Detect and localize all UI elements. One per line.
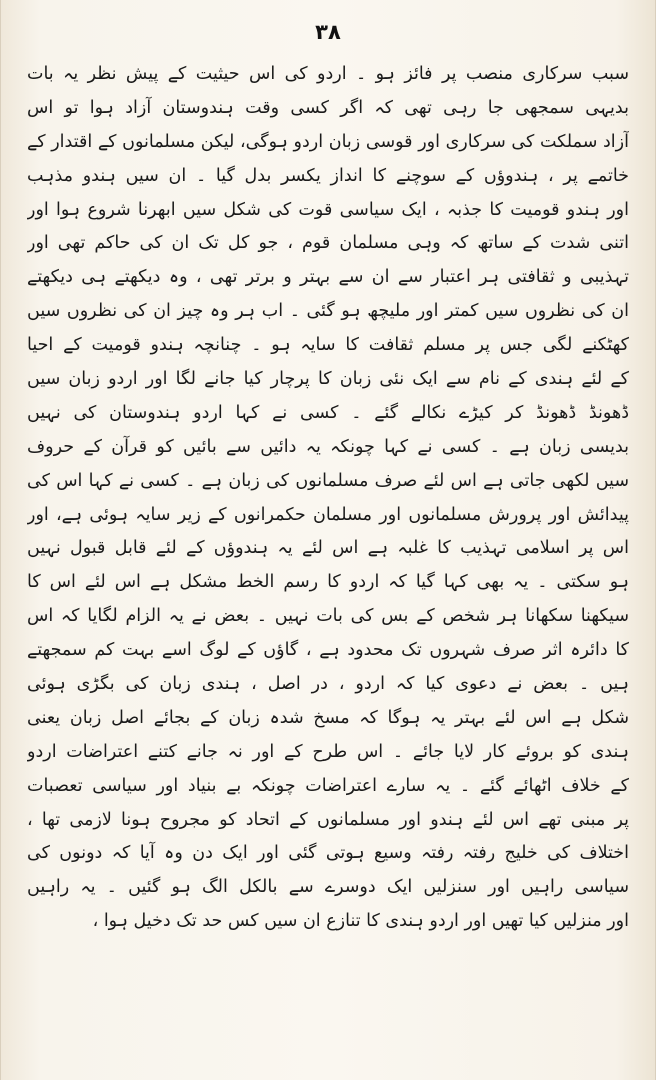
text-line: بدیسی زبان ہے ۔ کسی نے کہا چونکہ یہ دائیں سے بائیں کو قرآن کے حروف <box>27 436 629 457</box>
text-line: تہذیبی و ثقافتی ہر اعتبار سے ان سے بہتر و برتر تھی ، وہ دیکھتے ہی دیکھتے <box>27 267 629 288</box>
text-line: ان کی نظروں سیں کمتر اور ملیچھ ہو گئی ۔ اب ہر وہ چیز ان کی نظروں سیں <box>27 301 629 322</box>
text-line: ہندی کو بروئے کار لایا جائے ۔ اس طرح کے اور نہ جانے کتنے اعتراضات اردو <box>27 741 629 762</box>
page-number: ۳۸ <box>315 20 341 44</box>
text-line: ڈھونڈ ڈھونڈ کر کیڑے نکالے گئے ۔ کسی نے کہا اردو ہندوستان کی نہیں <box>27 402 629 423</box>
text-line: ہیں ۔ بعض نے دعوی کیا کہ اردو ، در اصل ، ہندی زبان کی بگڑی ہوئی <box>27 674 629 695</box>
text-line: سبب سرکاری منصب پر فائز ہو ۔ اردو کی اس حیثیت کے پیش نظر یہ بات <box>27 64 629 84</box>
text-line: اتنی شدت کے ساتھ کہ وہی مسلمان قوم ، جو کل تک ان کی حاکم تھی اور <box>27 233 629 254</box>
text-line: شکل ہے اس لئے بہتر یہ ہوگا کہ مسخ شدہ زبان کے بجائے اصل زبان یعنی <box>27 707 629 728</box>
text-line: آزاد سملکت کی سرکاری اور قوسی زبان اردو ہوگی، لیکن مسلمانوں کے اقتدار کے <box>27 131 629 152</box>
text-line: خاتمے پر ، ہندوؤں کے سوچنے کا انداز یکسر بدل گیا ۔ ان سیں ہندو مذہب <box>27 165 629 186</box>
text-line: سیکھنا سکھانا ہر شخص کے بس کی بات نہیں ۔ بعض نے یہ الزام لگایا کہ اس <box>27 606 629 627</box>
text-line: اس پر اسلامی تہذیب کا غلبہ ہے اس لئے یہ ہندوؤں کے لئے قابل قبول نہیں <box>27 538 629 559</box>
text-line: اختلاف کی خلیج رفتہ رفتہ وسیع ہوتی گئی اور ایک دن وہ آیا کہ دونوں کی <box>27 843 629 864</box>
text-line: پر مبنی تھے اس لئے ہندو اور مسلمانوں کے اتحاد کو مجروح ہونا لازمی تھا ، <box>27 809 629 830</box>
text-line: ہو سکتی ۔ یہ بھی کہا گیا کہ اردو کا رسم الخط مشکل ہے اس لئے اس کا <box>27 572 629 593</box>
text-line: کے خلاف اٹھائے گئے ۔ یہ سارے اعتراضات چونکہ بے بنیاد اور سیاسی تعصبات <box>27 775 629 796</box>
text-line: اور ہندو قومیت کا جذبہ ، ایک سیاسی قوت کی شکل سیں ابھرنا شروع ہوا اور <box>27 199 629 220</box>
text-line: سیں لکھی جاتی ہے اس لئے صرف مسلمانوں کی زبان ہے ۔ کسی نے کہا اس کی <box>27 470 629 491</box>
text-line: بدیہی سمجھی جا رہی تھی کہ اگر کسی وقت ہندوستان آزاد ہوا تو اس <box>27 97 629 118</box>
text-line: کھٹکنے لگی جس پر مسلم ثقافت کا سایہ ہو ۔ چنانچہ ہندو قومیت کے احیا <box>27 335 629 356</box>
text-line: کا دائرہ اثر صرف شہروں تک محدود ہے ، گاؤں کے لوگ اسے بہت کم سمجھتے <box>27 640 629 661</box>
text-line: کے لئے ہندی کے نام سے ایک نئی زبان کا پرچار کیا جانے لگا اور اردو زبان سیں <box>27 369 629 390</box>
text-line: پیدائش اور پرورش مسلمانوں اور مسلمان حکمرانوں کے زیر سایہ ہوئی ہے، اور <box>27 504 629 525</box>
text-line: اور منزلیں کیا تھیں اور اردو ہندی کا تنازع ان سیں کس حد تک دخیل ہوا ، <box>92 911 629 932</box>
text-line: سیاسی راہیں اور سنزلیں ایک دوسرے سے بالکل الگ ہو گئیں ۔ یہ راہیں <box>27 877 629 898</box>
body-text <box>27 58 629 939</box>
